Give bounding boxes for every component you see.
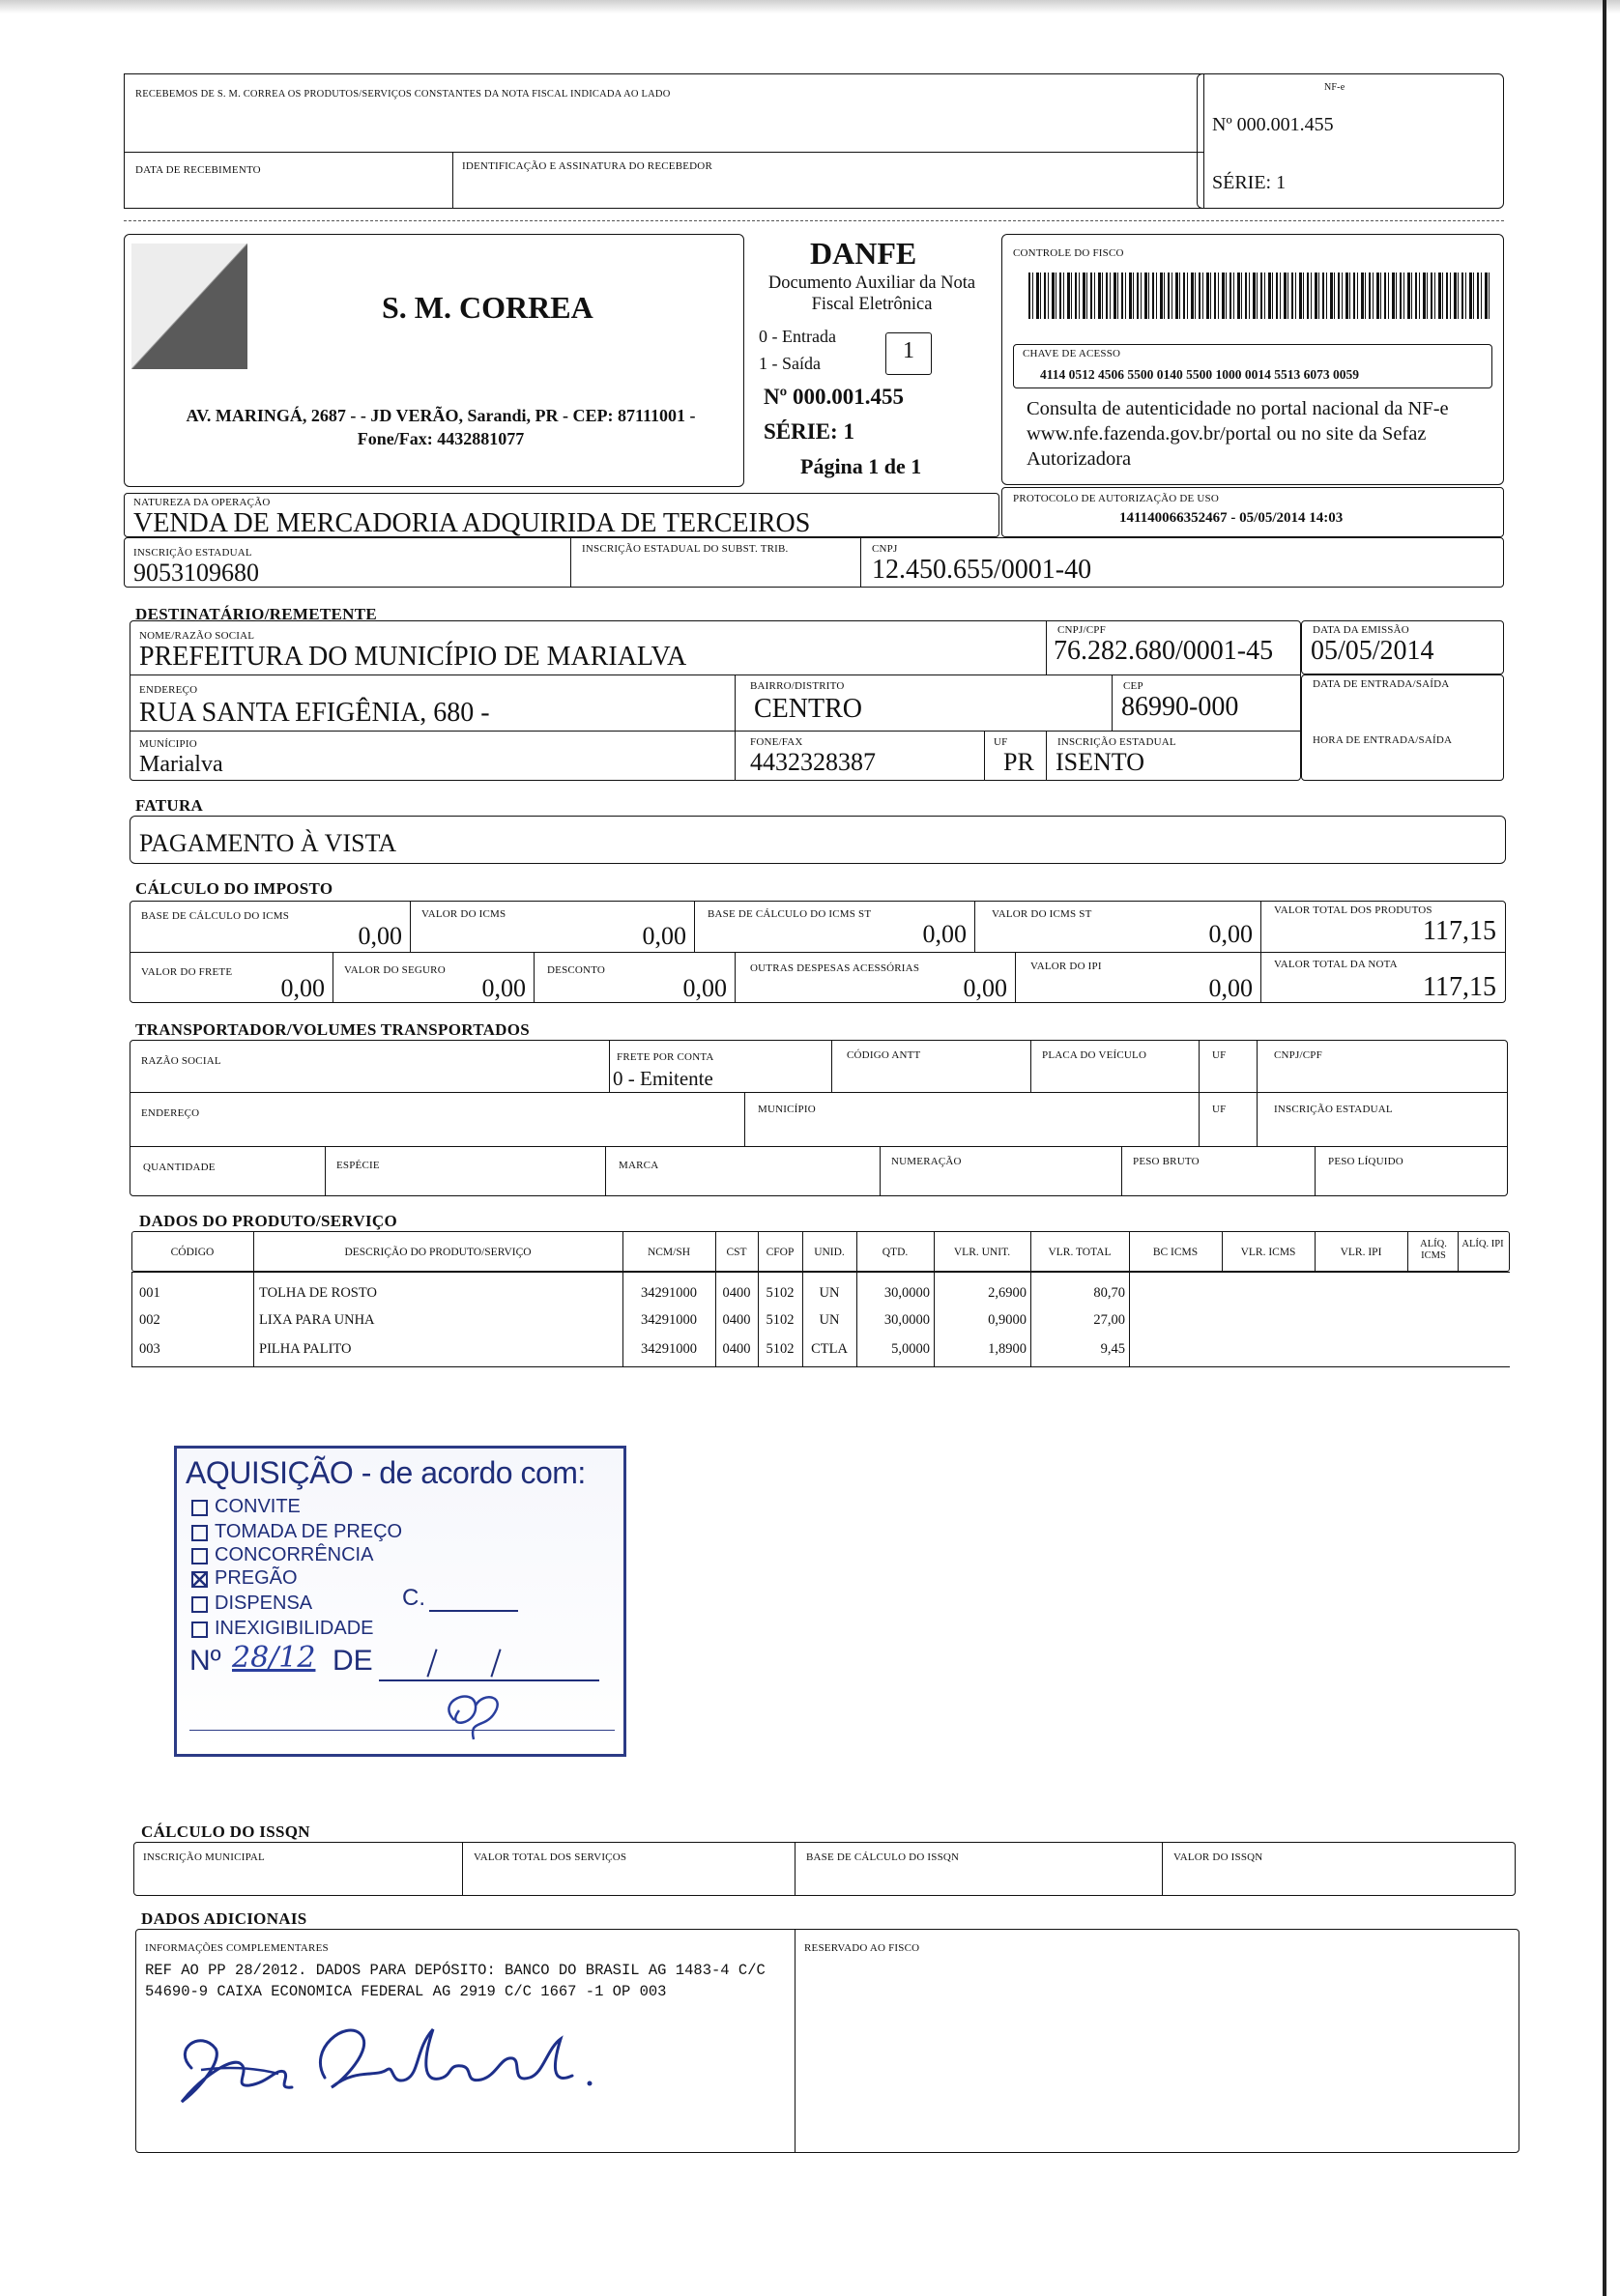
checkbox-tomada — [191, 1525, 208, 1541]
dest-nome-label: NOME/RAZÃO SOCIAL — [139, 630, 255, 642]
bc-icms-label: BASE DE CÁLCULO DO ICMS — [141, 910, 290, 922]
issqn-section: CÁLCULO DO ISSQN — [141, 1822, 310, 1841]
emitente-logo — [131, 244, 247, 369]
info-label: INFORMAÇÕES COMPLEMENTARES — [145, 1942, 329, 1954]
cell-unid: CTLA — [811, 1341, 848, 1357]
fatura-value: PAGAMENTO À VISTA — [139, 829, 397, 857]
protocolo-value: 141140066352467 - 05/05/2014 14:03 — [1119, 510, 1344, 526]
seguro-value: 0,00 — [481, 974, 526, 1002]
th-cst: CST — [726, 1247, 747, 1258]
dest-endereco: RUA SANTA EFIGÊNIA, 680 - — [139, 698, 490, 728]
dest-uf: PR — [1003, 748, 1034, 776]
cnpj-value: 12.450.655/0001-40 — [872, 555, 1092, 585]
ie-label: INSCRIÇÃO ESTADUAL — [133, 547, 252, 559]
scan-edge-top — [0, 0, 1620, 14]
th-vlr-ipi: VLR. IPI — [1340, 1247, 1382, 1258]
icms-label: VALOR DO ICMS — [421, 908, 506, 920]
canhoto-nfe-label: NF-e — [1324, 82, 1345, 93]
th-aliq-icms: ALÍQ. ICMS — [1420, 1239, 1447, 1261]
cell-codigo: 003 — [139, 1341, 160, 1357]
cell-ncm: 34291000 — [641, 1341, 697, 1357]
danfe-saida: 1 - Saída — [759, 354, 821, 373]
transp-antt-label: CÓDIGO ANTT — [847, 1049, 921, 1061]
transp-peso-liquido-label: PESO LÍQUIDO — [1328, 1156, 1403, 1167]
dest-ie: ISENTO — [1056, 748, 1144, 776]
ipi-value: 0,00 — [1208, 974, 1253, 1002]
natureza-value: VENDA DE MERCADORIA ADQUIRIDA DE TERCEIROS — [133, 508, 811, 538]
cell-descricao: LIXA PARA UNHA — [259, 1312, 375, 1328]
reservado-label: RESERVADO AO FISCO — [804, 1942, 920, 1954]
dest-cnpj-label: CNPJ/CPF — [1057, 624, 1106, 636]
transp-municipio-label: MUNICÍPIO — [758, 1104, 816, 1115]
dest-cnpj: 76.282.680/0001-45 — [1054, 636, 1274, 666]
dest-fone-label: FONE/FAX — [750, 736, 803, 748]
option-concorrencia: CONCORRÊNCIA — [215, 1544, 374, 1565]
emitente-nome: S. M. CORREA — [382, 290, 593, 325]
transp-frete-value: 0 - Emitente — [613, 1067, 713, 1090]
cell-descricao: TOLHA DE ROSTO — [259, 1285, 377, 1301]
dest-entrada-saida-label: DATA DE ENTRADA/SAÍDA — [1313, 678, 1450, 690]
stamp-numero-label: Nº — [189, 1645, 221, 1677]
ie-st-label: INSCRIÇÃO ESTADUAL DO SUBST. TRIB. — [582, 543, 789, 555]
transp-especie-label: ESPÉCIE — [336, 1160, 380, 1171]
transp-marca-label: MARCA — [619, 1160, 659, 1171]
bc-icms-st-label: BASE DE CÁLCULO DO ICMS ST — [708, 908, 872, 920]
consulta-texto: Consulta de autenticidade no portal nacional da NF-e www.nfe.fazenda.gov.br/portal ou no site da Sefaz Autorizadora — [1027, 398, 1449, 470]
produtos-section: DADOS DO PRODUTO/SERVIÇO — [139, 1212, 397, 1230]
dest-municipio-label: MUNÍCIPIO — [139, 738, 197, 750]
fatura-section: FATURA — [135, 796, 204, 815]
cell-qtd: 30,0000 — [883, 1285, 930, 1301]
protocolo-label: PROTOCOLO DE AUTORIZAÇÃO DE USO — [1013, 493, 1219, 504]
outras-label: OUTRAS DESPESAS ACESSÓRIAS — [750, 962, 920, 974]
transp-endereco-label: ENDEREÇO — [141, 1107, 200, 1119]
dest-uf-label: UF — [994, 736, 1008, 748]
th-qtd: QTD. — [882, 1247, 909, 1258]
th-bc-icms: BC ICMS — [1152, 1247, 1199, 1258]
th-codigo: CÓDIGO — [170, 1247, 215, 1258]
transportador-section: TRANSPORTADOR/VOLUMES TRANSPORTADOS — [135, 1020, 531, 1039]
th-descricao: DESCRIÇÃO DO PRODUTO/SERVIÇO — [344, 1247, 532, 1258]
cell-vtotal: 80,70 — [1093, 1285, 1125, 1301]
transp-peso-bruto-label: PESO BRUTO — [1133, 1156, 1200, 1167]
cell-vunit: 1,8900 — [988, 1341, 1027, 1357]
checkbox-inexigibilidade — [191, 1622, 208, 1638]
issqn-valor-label: VALOR DO ISSQN — [1173, 1851, 1263, 1863]
ipi-label: VALOR DO IPI — [1030, 961, 1102, 972]
check-mark-icon — [192, 1572, 207, 1587]
dest-municipio: Marialva — [139, 752, 223, 777]
dest-emissao: 05/05/2014 — [1311, 636, 1434, 666]
ie-value: 9053109680 — [133, 559, 259, 587]
signature — [162, 2010, 626, 2116]
th-cfop: CFOP — [766, 1247, 795, 1258]
dest-emissao-label: DATA DA EMISSÃO — [1313, 624, 1409, 636]
transp-uf2-label: UF — [1212, 1104, 1227, 1115]
stamp-bottom-line — [189, 1730, 615, 1731]
th-vunit: VLR. UNIT. — [953, 1247, 1011, 1258]
total-nota-label: VALOR TOTAL DA NOTA — [1274, 959, 1398, 970]
stamp-c-label: C. — [402, 1585, 425, 1611]
checkbox-convite — [191, 1500, 208, 1516]
stamp-numero-handwritten: 28/12 — [232, 1641, 316, 1675]
dest-endereco-label: ENDEREÇO — [139, 684, 198, 696]
frete-label: VALOR DO FRETE — [141, 966, 233, 978]
th-unid: UNID. — [814, 1247, 845, 1258]
cnpj-label: CNPJ — [872, 543, 898, 555]
outras-value: 0,00 — [963, 974, 1007, 1002]
scan-edge-right — [1603, 0, 1606, 2296]
cell-vtotal: 9,45 — [1100, 1341, 1125, 1357]
issqn-servicos-label: VALOR TOTAL DOS SERVIÇOS — [474, 1851, 627, 1863]
dest-hora-label: HORA DE ENTRADA/SAÍDA — [1313, 734, 1453, 746]
danfe-tipo: 1 — [903, 338, 914, 363]
cell-cst: 0400 — [722, 1285, 751, 1301]
dest-nome: PREFEITURA DO MUNICÍPIO DE MARIALVA — [139, 642, 687, 672]
cell-vunit: 0,9000 — [988, 1312, 1027, 1328]
checkbox-concorrencia — [191, 1548, 208, 1564]
transp-frete-label: FRETE POR CONTA — [617, 1051, 714, 1063]
danfe-serie: SÉRIE: 1 — [764, 419, 854, 444]
cell-qtd: 30,0000 — [883, 1312, 930, 1328]
option-convite: CONVITE — [215, 1496, 301, 1517]
transp-quantidade-label: QUANTIDADE — [143, 1162, 216, 1173]
barcode — [1028, 273, 1492, 319]
emitente-endereco: AV. MARINGÁ, 2687 - - JD VERÃO, Sarandi, PR - CEP: 87111001 - Fone/Fax: 4432881077 — [186, 406, 696, 448]
option-pregao: PREGÃO — [215, 1567, 298, 1589]
dest-bairro: CENTRO — [754, 694, 862, 724]
total-produtos-value: 117,15 — [1423, 916, 1496, 946]
danfe-subtitle: Documento Auxiliar da Nota Fiscal Eletrônica — [767, 273, 976, 314]
cell-codigo: 002 — [139, 1312, 160, 1328]
chave-label: CHAVE DE ACESSO — [1023, 348, 1121, 359]
canhoto-identificacao-label: IDENTIFICAÇÃO E ASSINATURA DO RECEBEDOR — [462, 160, 712, 172]
transp-razao-label: RAZÃO SOCIAL — [141, 1055, 221, 1067]
icms-st-value: 0,00 — [1208, 920, 1253, 948]
cell-ncm: 34291000 — [641, 1312, 697, 1328]
cell-cst: 0400 — [722, 1312, 751, 1328]
desconto-value: 0,00 — [682, 974, 727, 1002]
canhoto-data-label: DATA DE RECEBIMENTO — [135, 164, 261, 176]
cell-qtd: 5,0000 — [891, 1341, 930, 1357]
cell-cst: 0400 — [722, 1341, 751, 1357]
dest-bairro-label: BAIRRO/DISTRITO — [750, 680, 845, 692]
checkbox-dispensa — [191, 1596, 208, 1613]
adicionais-section: DADOS ADICIONAIS — [141, 1909, 307, 1928]
stamp-c-line — [429, 1610, 518, 1612]
dest-ie-label: INSCRIÇÃO ESTADUAL — [1057, 736, 1176, 748]
option-inexigibilidade: INEXIGIBILIDADE — [215, 1618, 374, 1639]
cell-cfop: 5102 — [766, 1341, 795, 1357]
transp-cnpj-label: CNPJ/CPF — [1274, 1049, 1322, 1061]
controle-label: CONTROLE DO FISCO — [1013, 247, 1124, 259]
th-aliq-ipi: ALÍQ. IPI — [1461, 1239, 1504, 1249]
stamp-de-label: DE — [333, 1645, 373, 1677]
transp-ie-label: INSCRIÇÃO ESTADUAL — [1274, 1104, 1393, 1115]
cell-vtotal: 27,00 — [1093, 1312, 1125, 1328]
th-vlr-icms: VLR. ICMS — [1240, 1247, 1296, 1258]
dest-cep-label: CEP — [1123, 680, 1143, 692]
option-dispensa: DISPENSA — [215, 1593, 313, 1614]
transp-numeracao-label: NUMERAÇÃO — [891, 1156, 962, 1167]
danfe-title: DANFE — [810, 236, 917, 271]
cut-line — [124, 220, 1504, 221]
issqn-im-label: INSCRIÇÃO MUNICIPAL — [143, 1851, 265, 1863]
cell-cfop: 5102 — [766, 1312, 795, 1328]
dest-fone: 4432328387 — [750, 748, 876, 776]
destinatario-section: DESTINATÁRIO/REMETENTE — [135, 605, 378, 623]
canhoto-numero: Nº 000.001.455 — [1212, 114, 1334, 135]
total-nota-value: 117,15 — [1423, 972, 1496, 1002]
stamp-rubric — [416, 1681, 522, 1749]
seguro-label: VALOR DO SEGURO — [344, 964, 446, 976]
cell-ncm: 34291000 — [641, 1285, 697, 1301]
th-vtotal: VLR. TOTAL — [1048, 1247, 1112, 1258]
transp-placa-label: PLACA DO VEÍCULO — [1042, 1049, 1147, 1061]
stamp-title: AQUISIÇÃO - de acordo com: — [186, 1455, 586, 1490]
canhoto-recebemos: RECEBEMOS DE S. M. CORREA OS PRODUTOS/SERVIÇOS CONSTANTES DA NOTA FISCAL INDICADA AO LADO — [135, 89, 671, 100]
natureza-label: NATUREZA DA OPERAÇÃO — [133, 497, 271, 508]
cell-cfop: 5102 — [766, 1285, 795, 1301]
cell-unid: UN — [819, 1285, 840, 1301]
danfe-pagina: Página 1 de 1 — [800, 454, 922, 478]
chave-acesso: 4114 0512 4506 5500 0140 5500 1000 0014 5513 6073 0059 — [1040, 367, 1360, 382]
canhoto-serie: SÉRIE: 1 — [1212, 172, 1287, 193]
cell-unid: UN — [819, 1312, 840, 1328]
th-ncm: NCM/SH — [647, 1247, 691, 1258]
info-text: REF AO PP 28/2012. DADOS PARA DEPÓSITO: BANCO DO BRASIL AG 1483-4 C/C 54690-9 CAIXA ECONOMICA FEDERAL AG 2919 C/C 1667 -1 OP 003 — [145, 1962, 766, 2000]
danfe-numero: Nº 000.001.455 — [764, 385, 904, 409]
bc-icms-value: 0,00 — [358, 922, 402, 950]
imposto-section: CÁLCULO DO IMPOSTO — [135, 879, 333, 898]
bc-icms-st-value: 0,00 — [922, 920, 967, 948]
total-produtos-label: VALOR TOTAL DOS PRODUTOS — [1274, 904, 1432, 916]
desconto-label: DESCONTO — [547, 964, 606, 976]
option-tomada: TOMADA DE PREÇO — [215, 1521, 403, 1542]
cell-codigo: 001 — [139, 1285, 160, 1301]
danfe-entrada: 0 - Entrada — [759, 327, 836, 346]
issqn-bc-label: BASE DE CÁLCULO DO ISSQN — [806, 1851, 960, 1863]
cell-vunit: 2,6900 — [988, 1285, 1027, 1301]
icms-st-label: VALOR DO ICMS ST — [992, 908, 1092, 920]
icms-value: 0,00 — [642, 922, 686, 950]
dest-cep: 86990-000 — [1121, 692, 1239, 722]
transp-uf-label: UF — [1212, 1049, 1227, 1061]
frete-value: 0,00 — [280, 974, 325, 1002]
cell-descricao: PILHA PALITO — [259, 1341, 352, 1357]
